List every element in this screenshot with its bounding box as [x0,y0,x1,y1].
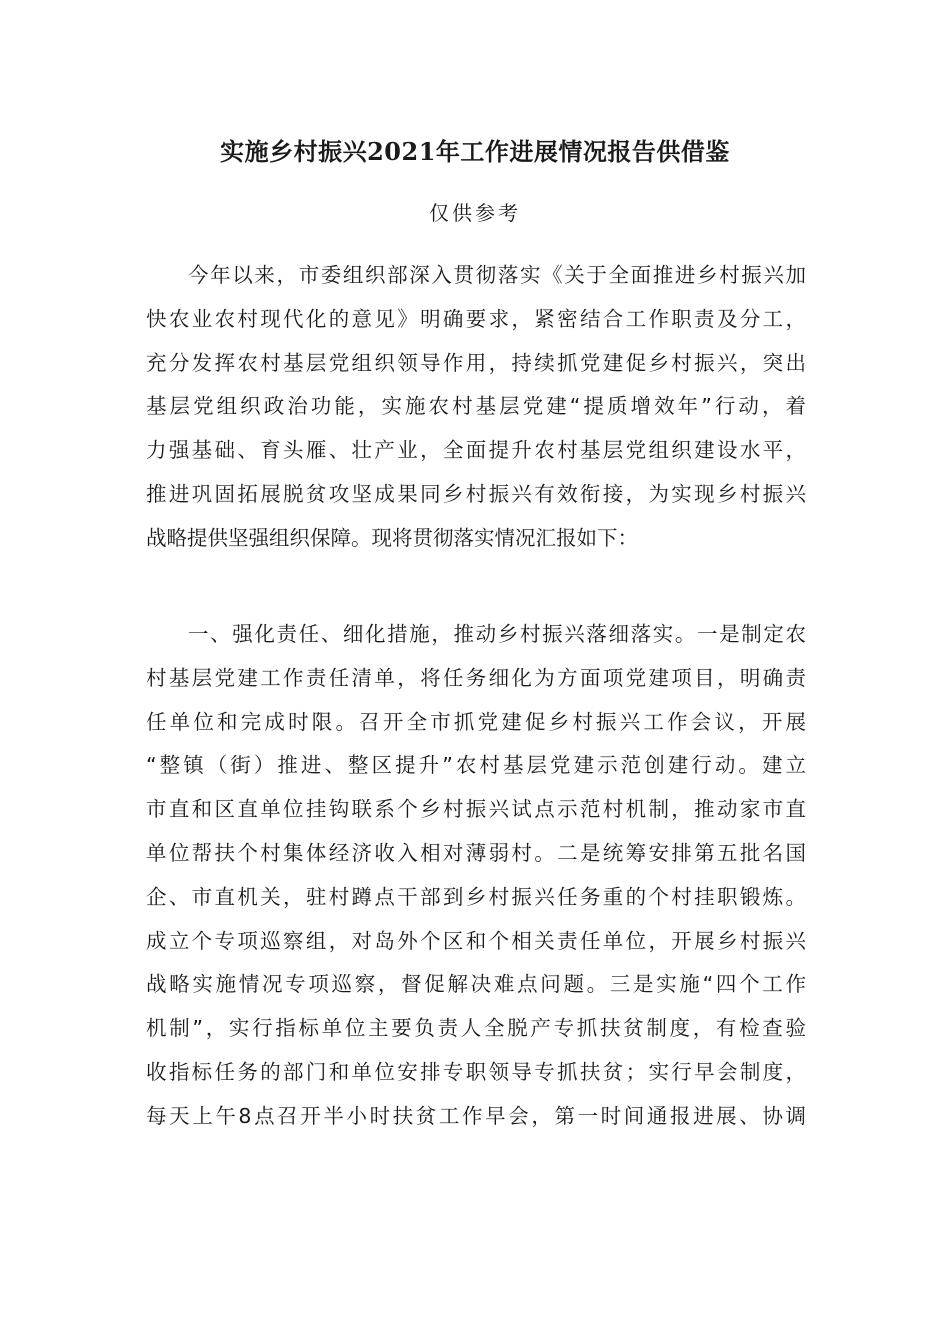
paragraph-line: 收指标任务的部门和单位安排专职领导专抓扶贫；实行早会制度， [146,1059,806,1084]
paragraph-line: 村基层党建工作责任清单，将任务细化为方面项党建项目，明确责 [146,665,806,690]
paragraph-line: 任单位和完成时限。召开全市抓党建促乡村振兴工作会议，开展 [146,709,806,734]
paragraph-intro [146,254,806,561]
paragraph-line: “整镇（街）推进、整区提升”农村基层党建示范创建行动。建立 [146,753,806,778]
paragraph-line: 战略实施情况专项巡察，督促解决难点问题。三是实施“四个工作 [146,972,806,997]
paragraph-line: 战略提供坚强组织保障。现将贯彻落实情况汇报如下： [146,525,638,550]
paragraph-line: 一、强化责任、细化措施，推动乡村振兴落细落实。一是制定农 [188,622,806,646]
paragraph-line: 每天上午8点召开半小时扶贫工作早会，第一时间通报进展、协调 [146,1103,806,1128]
paragraph-line: 推进巩固拓展脱贫攻坚成果同乡村振兴有效衔接，为实现乡村振兴 [146,481,806,506]
paragraph-line: 力强基础、育头雁、壮产业，全面提升农村基层党组织建设水平， [146,438,806,463]
paragraph-line: 企、市直机关，驻村蹲点干部到乡村振兴任务重的个村挂职锻炼。 [146,884,806,909]
paragraph-section-one [146,613,806,1139]
paragraph-line: 市直和区直单位挂钩联系个乡村振兴试点示范村机制，推动家市直 [146,797,806,822]
paragraph-line: 今年以来，市委组织部深入贯彻落实《关于全面推进乡村振兴加 [188,263,806,287]
paragraph-line: 单位帮扶个村集体经济收入相对薄弱村。二是统筹安排第五批名国 [146,840,806,865]
paragraph-line: 基层党组织政治功能，实施农村基层党建“提质增效年”行动，着 [146,394,806,419]
document-subtitle: 仅供参考 [429,201,521,225]
document-title: 实施乡村振兴2021年工作进展情况报告供借鉴 [220,137,730,166]
paragraph-line: 快农业农村现代化的意见》明确要求，紧密结合工作职责及分工， [146,306,806,331]
paragraph-line: 机制”，实行指标单位主要负责人全脱产专抓扶贫制度，有检查验 [146,1016,806,1041]
paragraph-line: 充分发挥农村基层党组织领导作用，持续抓党建促乡村振兴，突出 [146,350,806,375]
paragraph-line: 成立个专项巡察组，对岛外个区和个相关责任单位，开展乡村振兴 [146,928,806,953]
